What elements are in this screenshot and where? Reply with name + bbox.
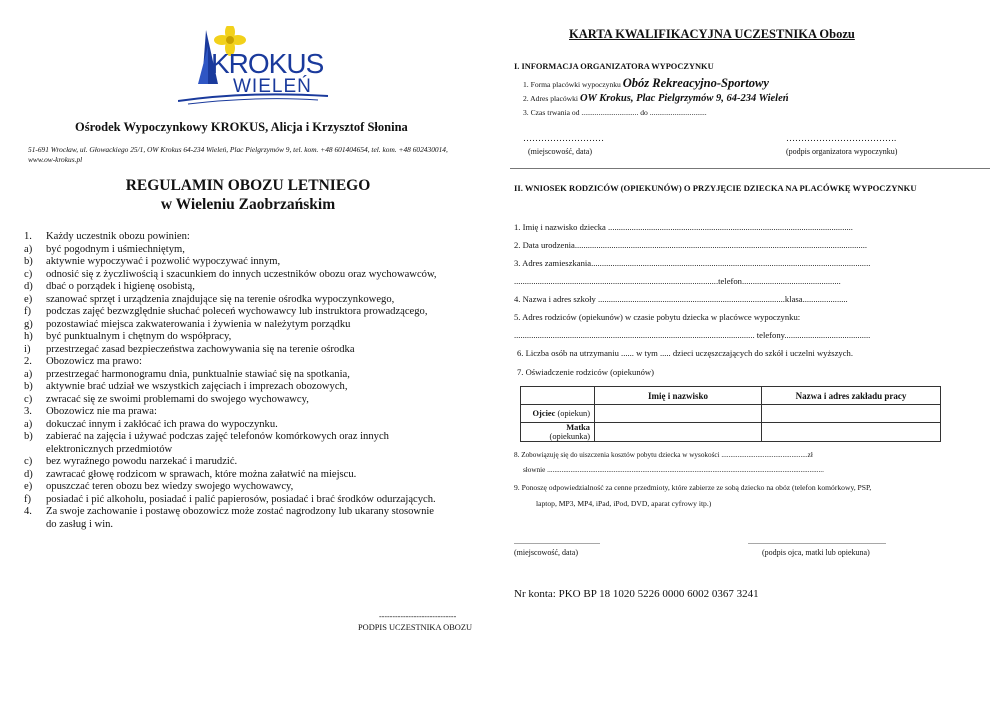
- rule-marker: d): [24, 468, 33, 480]
- rule-text: odnosić się z życzliwością i szacunkiem do innych uczestników obozu oraz wychowawców,: [46, 268, 437, 280]
- rule-item: [24, 331, 494, 344]
- section-divider: [510, 168, 990, 169]
- rule-item: [24, 506, 494, 531]
- rule-text: zabierać na zajęcia i używać podczas zajęć telefonów komórkowych oraz innych: [46, 431, 389, 442]
- field-responsibility: 9. Ponoszę odpowiedzialność za cenne przedmioty, które zabierze ze sobą dziecko na obóz (telefon komórkowy, PSP,: [514, 483, 872, 492]
- org-address: 51-691 Wrocław, ul. Głowackiego 25/1, OW Krokus 64-234 Wieleń, Plac Pielgrzymów 9, tel. kom. +48 601404654, tel. kom. +48 602430014, www.ow-krokus.pl: [28, 145, 448, 164]
- mother-label: Matka: [566, 423, 590, 432]
- rule-item: [24, 231, 494, 244]
- rule-marker: c): [24, 393, 33, 405]
- rule-item: [24, 494, 494, 507]
- karta-title: KARTA KWALIFIKACYJNA UCZESTNIKA Obozu: [569, 27, 855, 41]
- field-cost: 8. Zobowiązuję się do uiszczenia kosztów pobytu dziecka w wysokości ................................................zł: [514, 451, 813, 459]
- regulamin-title-line1: REGULAMIN OBOZU LETNIEGO: [125, 177, 371, 194]
- rule-item: [24, 281, 494, 294]
- table-header-name: Imię i nazwisko: [595, 387, 762, 405]
- field-child-name: 1. Imię i nazwisko dziecka ..................................................................................................................: [514, 222, 853, 232]
- adres-row: [523, 93, 789, 104]
- forma-row: [523, 76, 769, 91]
- father-label: Ojciec: [532, 409, 556, 418]
- rule-item: [24, 319, 494, 332]
- rule-text: być punktualnym i chętnym do współpracy,: [46, 331, 232, 342]
- org-place-dots: ………………………: [523, 133, 604, 143]
- parent-sign-label: (podpis ojca, matki lub opiekuna): [762, 548, 870, 557]
- rule-marker: 4.: [24, 506, 32, 517]
- parent-place-date-label: (miejscowość, data): [514, 548, 578, 557]
- table-header-employer: Nazwa i adres zakładu pracy: [762, 387, 941, 405]
- rule-text: zawracać głowę rodzicom w sprawach, które można załatwić na miejscu.: [46, 468, 357, 480]
- rule-text: Każdy uczestnik obozu powinien:: [46, 231, 190, 242]
- rule-marker: h): [24, 331, 33, 342]
- rule-item: [24, 344, 494, 357]
- rule-marker: b): [24, 431, 33, 442]
- forma-value: Obóz Rekreacyjno-Sportowy: [622, 76, 769, 90]
- participant-signature-line: -----------------------------: [379, 612, 457, 621]
- right-page: [496, 0, 992, 702]
- mother-employer-cell[interactable]: [762, 423, 941, 442]
- father-employer-cell[interactable]: [762, 405, 941, 423]
- rule-text: posiadać i pić alkoholu, posiadać i palić papierosów, posiadać i brać środków odurzających.: [46, 493, 436, 505]
- rule-text: przestrzegać harmonogramu dnia, punktualnie stawiać się na spotkania,: [46, 368, 350, 380]
- org-sign-dots: ……………………………….: [786, 133, 897, 143]
- rule-item: [24, 306, 494, 319]
- rule-marker: i): [24, 343, 31, 355]
- rules-list: [24, 231, 494, 531]
- rule-text: szanować sprzęt i urządzenia znajdujące się na terenie ośrodka wypoczynkowego,: [46, 293, 395, 305]
- section-1-title: I. INFORMACJA ORGANIZATORA WYPOCZYNKU: [514, 62, 714, 71]
- field-dependents: 6. Liczba osób na utrzymaniu ...... w tym ..... dzieci uczęszczających do szkół i uczelni wyższych.: [517, 348, 853, 358]
- rule-text: opuszczać teren obozu bez wiedzy swojego wychowawcy,: [46, 481, 294, 492]
- field-parents-phone: ................................................................................................................ telefony........................................: [514, 330, 871, 340]
- rule-text-cont: elektronicznych przedmiotów: [46, 443, 173, 455]
- rule-marker: e): [24, 293, 33, 305]
- rule-marker: c): [24, 456, 33, 467]
- mother-name-cell[interactable]: [595, 423, 762, 442]
- rule-item: [24, 481, 494, 494]
- rule-item: [24, 469, 494, 482]
- regulamin-title: [0, 176, 496, 214]
- rule-text: Obozowicz ma prawo:: [46, 356, 142, 367]
- rule-marker: a): [24, 368, 33, 380]
- rule-marker: 2.: [24, 356, 32, 367]
- field-school: 4. Nazwa i adres szkoły .......................................................................................klasa.....................: [514, 294, 848, 304]
- rule-text: dokuczać innym i zakłócać ich prawa do wypoczynku.: [46, 418, 278, 430]
- rule-text: zwracać się ze swoimi problemami do swojego wychowawcy,: [46, 393, 309, 405]
- rule-text: dbać o porządek i higienę osobistą,: [46, 281, 195, 292]
- parent-sign-dots: .....................................................................: [748, 537, 886, 546]
- field-cost-words: słownie ..........................................................................................................................................................: [523, 466, 824, 474]
- participant-signature-label: PODPIS UCZESTNIKA OBOZU: [358, 623, 473, 632]
- rule-marker: b): [24, 381, 33, 392]
- rule-marker: g): [24, 318, 33, 330]
- parents-table: [520, 386, 941, 442]
- rule-text: aktywnie wypoczywać i pozwolić wypoczywać innym,: [46, 256, 281, 267]
- parent-place-dots: ...........................................: [514, 537, 600, 546]
- adres-label: 2. Adres placówki: [523, 94, 579, 103]
- logo-place: WIELEŃ: [233, 76, 312, 97]
- rule-marker: e): [24, 481, 33, 492]
- field-birth-date: 2. Data urodzenia........................................................................................................................................: [514, 240, 868, 250]
- rule-marker: 1.: [24, 231, 32, 242]
- rule-marker: a): [24, 418, 33, 430]
- rule-marker: f): [24, 306, 32, 317]
- rule-text: Za swoje zachowanie i postawę obozowicz może zostać nagrodzony lub ukarany stosownie: [46, 506, 435, 517]
- rule-item: [24, 256, 494, 269]
- rule-item: [24, 431, 494, 456]
- rule-marker: a): [24, 243, 33, 255]
- rule-item: [24, 456, 494, 469]
- rule-item: [24, 244, 494, 257]
- rule-text: przestrzegać zasad bezpieczeństwa zachowywania się na terenie ośrodka: [46, 343, 355, 355]
- forma-label: 1. Forma placówki wypoczynku: [523, 80, 621, 89]
- org-sign-label: (podpis organizatora wypoczynku): [786, 147, 898, 156]
- rule-item: [24, 381, 494, 394]
- field-responsibility-2: laptop, MP3, MP4, iPad, iPod, DVD, aparat cyfrowy itp.): [536, 499, 712, 508]
- org-name: Ośrodek Wypoczynkowy KROKUS, Alicja i Krzysztof Słonina: [75, 120, 408, 134]
- rule-marker: 3.: [24, 406, 32, 417]
- rule-marker: d): [24, 281, 33, 292]
- rule-item: [24, 356, 494, 369]
- krokus-logo: [178, 26, 338, 106]
- rule-marker: b): [24, 256, 33, 267]
- rule-text: pozostawiać miejsca zakwaterowania i żywienia w należytym porządku: [46, 318, 351, 330]
- adres-value: OW Krokus, Plac Pielgrzymów 9, 64-234 Wieleń: [579, 93, 789, 104]
- father-name-cell[interactable]: [595, 405, 762, 423]
- rule-text: podczas zajęć bezwzględnie słuchać poleceń wychowawcy lub instruktora prowadzącego,: [46, 306, 428, 317]
- rule-item: [24, 419, 494, 432]
- section-2-title: II. WNIOSEK RODZICÓW (OPIEKUNÓW) O PRZYJĘCIE DZIECKA NA PLACÓWKĘ WYPOCZYNKU: [514, 183, 917, 193]
- czas-row: 3. Czas trwania od .............................. do ..............................: [523, 108, 707, 117]
- field-declaration: 7. Oświadczenie rodziców (opiekunów): [517, 367, 654, 377]
- logo-brand: KROKUS: [211, 48, 324, 79]
- rule-marker: c): [24, 268, 33, 280]
- rule-item: [24, 369, 494, 382]
- rule-text: Obozowicz nie ma prawa:: [46, 406, 157, 417]
- field-parents-address: 5. Adres rodziców (opiekunów) w czasie pobytu dziecka w placówce wypoczynku:: [514, 312, 801, 322]
- rule-text-cont: do zasług i win.: [46, 518, 114, 530]
- rule-item: [24, 269, 494, 282]
- field-address-phone: ...............................................................................................telefon..............................................: [514, 276, 841, 286]
- rule-item: [24, 394, 494, 407]
- rule-marker: f): [24, 493, 32, 505]
- field-address: 3. Adres zamieszkania..................................................................................................................................: [514, 258, 871, 268]
- rule-text: aktywnie brać udział we wszystkich zajęciach i imprezach obozowych,: [46, 381, 348, 392]
- rule-item: [24, 294, 494, 307]
- regulamin-title-line2: w Wieleniu Zaobrzańskim: [160, 196, 336, 213]
- bank-account: Nr konta: PKO BP 18 1020 5226 0000 6002 0367 3241: [514, 588, 759, 600]
- rule-item: [24, 406, 494, 419]
- org-place-date-label: (miejscowość, data): [528, 147, 592, 156]
- rule-text: być pogodnym i uśmiechniętym,: [46, 243, 185, 255]
- table-row: Matka (opiekunka): [521, 423, 941, 442]
- rule-text: bez wyraźnego powodu narzekać i marudzić.: [46, 456, 238, 467]
- table-row: Ojciec (opiekun): [521, 405, 941, 423]
